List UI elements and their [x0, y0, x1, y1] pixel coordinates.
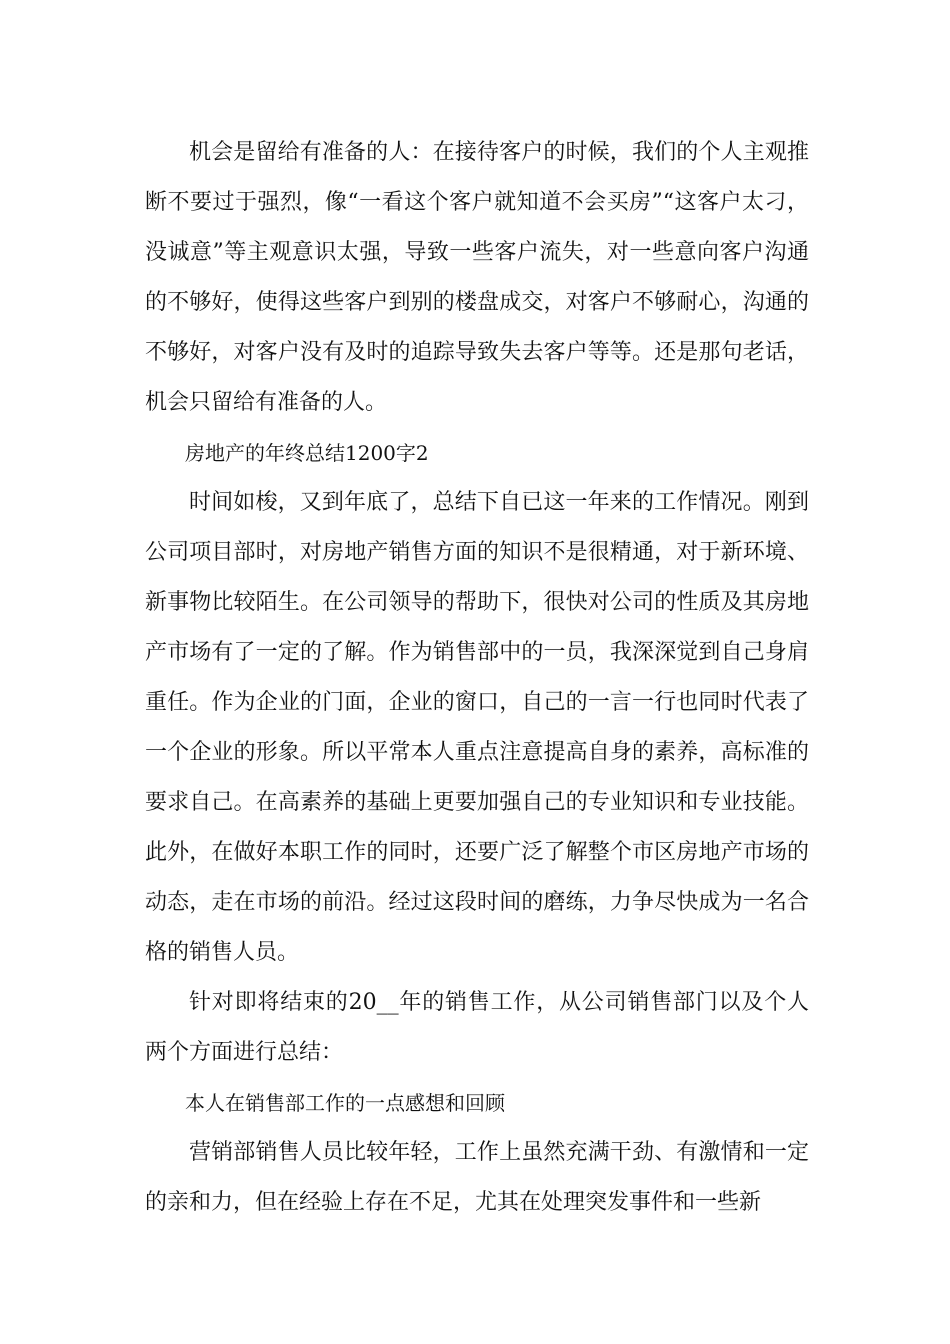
document-body — [145, 128, 809, 1228]
section-heading-reflection: 本人在销售部工作的一点感想和回顾 — [185, 1091, 505, 1115]
paragraph-summary-intro: 针对即将结束的20__年的销售工作，从公司销售部门以及个人两个方面进行总结： — [145, 990, 809, 1065]
section-heading-summary-2: 房地产的年终总结1200字2 — [185, 441, 429, 465]
paragraph-sales-team: 营销部销售人员比较年轻，工作上虽然充满干劲、有激情和一定的亲和力，但在经验上存在不足，尤其在处理突发事件和一些新 — [145, 1140, 809, 1215]
paragraph-year-review: 时间如梭，又到年底了，总结下自已这一年来的工作情况。刚到公司项目部时，对房地产销售方面的知识不是很精通，对于新环境、新事物比较陌生。在公司领导的帮助下，很快对公司的性质及其房地产市场有了一定的了解。作为销售部中的一员，我深深觉到自己身肩重任。作为企业的门面，企业的窗口，自己的一言一行也同时代表了一个企业的形象。所以平常本人重点注意提高自身的素养，高标准的要求自己。在高素养的基础上更要加强自己的专业知识和专业技能。此外，在做好本职工作的同时，还要广泛了解整个市区房地产市场的动态，走在市场的前沿。经过这段时间的磨练，力争尽快成为一名合格的销售人员。 — [145, 490, 809, 965]
paragraph-opportunity: 机会是留给有准备的人：在接待客户的时候，我们的个人主观推断不要过于强烈，像“一看这个客户就知道不会买房”“这客户太刁，没诚意”等主观意识太强，导致一些客户流失，对一些意向客户沟通的不够好，使得这些客户到别的楼盘成交，对客户不够耐心，沟通的不够好，对客户没有及时的追踪导致失去客户等等。还是那句老话，机会只留给有准备的人。 — [145, 140, 809, 415]
